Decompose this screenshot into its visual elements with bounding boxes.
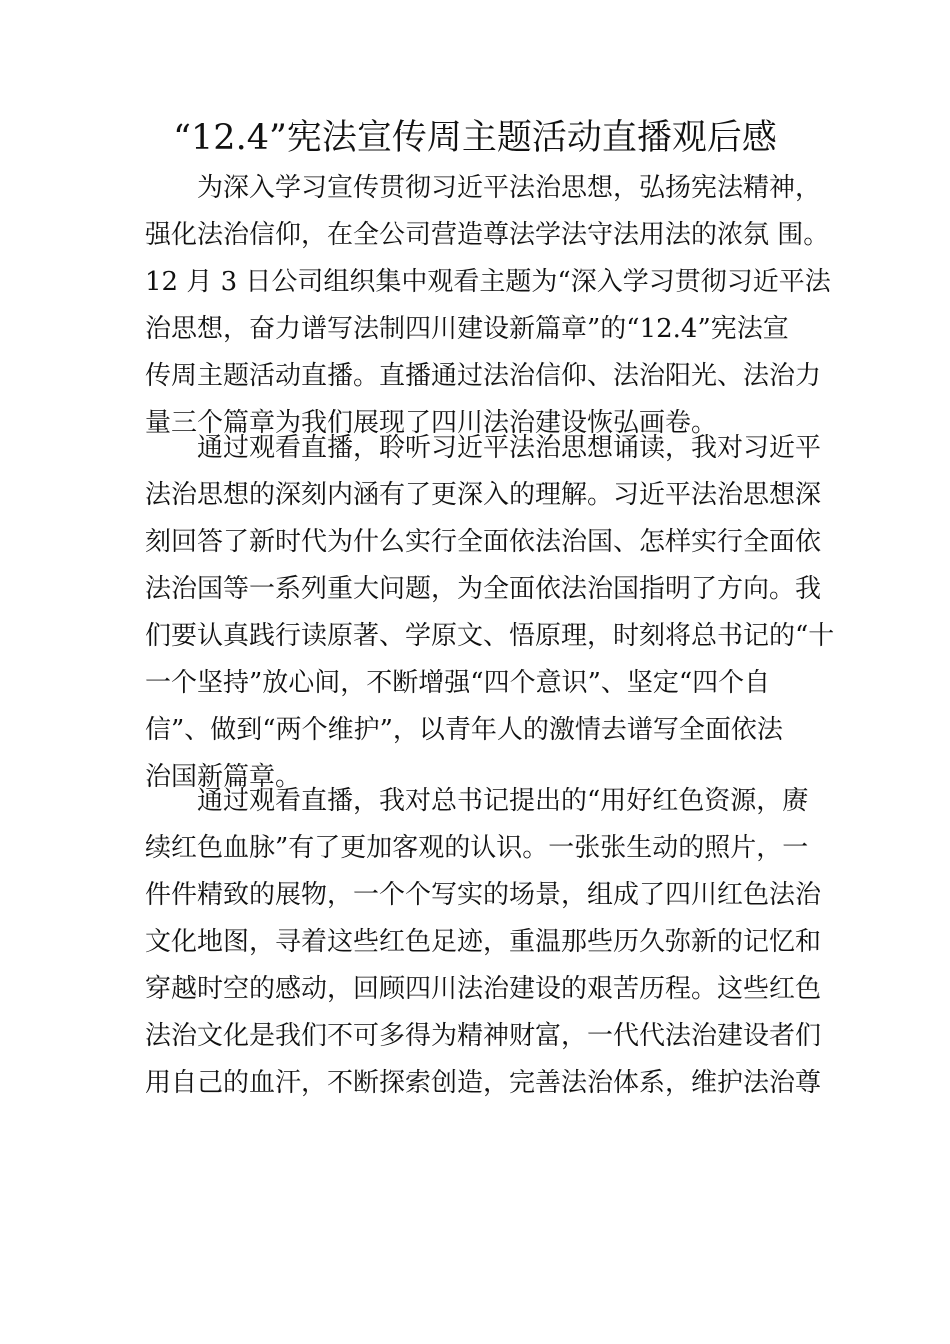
paragraph-line: 们要认真践行读原著、学原文、悟原理，时刻将总书记的“十 [145, 621, 835, 651]
paragraph-line: 用自己的血汗，不断探索创造，完善法治体系，维护法治尊 [145, 1068, 822, 1098]
paragraph-line: 传周主题活动直播。直播通过法治信仰、法治阳光、法治力 [145, 361, 822, 391]
paragraph-line: 治思想，奋力谱写法制四川建设新篇章”的“12.4”宪法宣 [145, 314, 789, 344]
paragraph-line: 量三个篇章为我们展现了四川法治建设恢弘画卷。 [145, 408, 718, 438]
paragraph-line: 法治文化是我们不可多得为精神财富，一代代法治建设者们 [145, 1021, 822, 1051]
paragraph-line: 文化地图，寻着这些红色足迹，重温那些历久弥新的记忆和 [145, 927, 822, 957]
paragraph-line: 信”、做到“两个维护”，以青年人的激情去谱写全面依法 [145, 715, 783, 745]
paragraph-3 [145, 778, 822, 1107]
paragraph-line: 法治国等一系列重大问题，为全面依法治国指明了方向。我 [145, 574, 822, 604]
paragraph-line: 治国新篇章。 [145, 762, 302, 792]
paragraph-line: 穿越时空的感动，回顾四川法治建设的艰苦历程。这些红色 [145, 974, 822, 1004]
paragraph-line: 12 月 3 日公司组织集中观看主题为“深入学习贯彻习近平法 [145, 267, 831, 297]
paragraph-line: 续红色血脉”有了更加客观的认识。一张张生动的照片，一 [145, 833, 809, 863]
paragraph-1 [145, 165, 831, 447]
paragraph-line: 法治思想的深刻内涵有了更深入的理解。习近平法治思想深 [145, 480, 822, 510]
paragraph-line: 通过观看直播，聆听习近平法治思想诵读，我对习近平 [197, 433, 822, 463]
paragraph-line: 强化法治信仰，在全公司营造尊法学法守法用法的浓氛 围。 [145, 220, 830, 250]
paragraph-line: 一个坚持”放心间，不断增强“四个意识”、坚定“四个自 [145, 668, 771, 698]
paragraph-line: 为深入学习宣传贯彻习近平法治思想，弘扬宪法精神， [197, 173, 822, 203]
paragraph-line: 通过观看直播，我对总书记提出的“用好红色资源，赓 [197, 786, 809, 816]
paragraph-line: 件件精致的展物，一个个写实的场景，组成了四川红色法治 [145, 880, 822, 910]
paragraph-line: 刻回答了新时代为什么实行全面依法治国、怎样实行全面依 [145, 527, 822, 557]
paragraph-2 [145, 425, 835, 801]
document-title: “12.4”宪法宣传周主题活动直播观后感 [173, 118, 777, 158]
